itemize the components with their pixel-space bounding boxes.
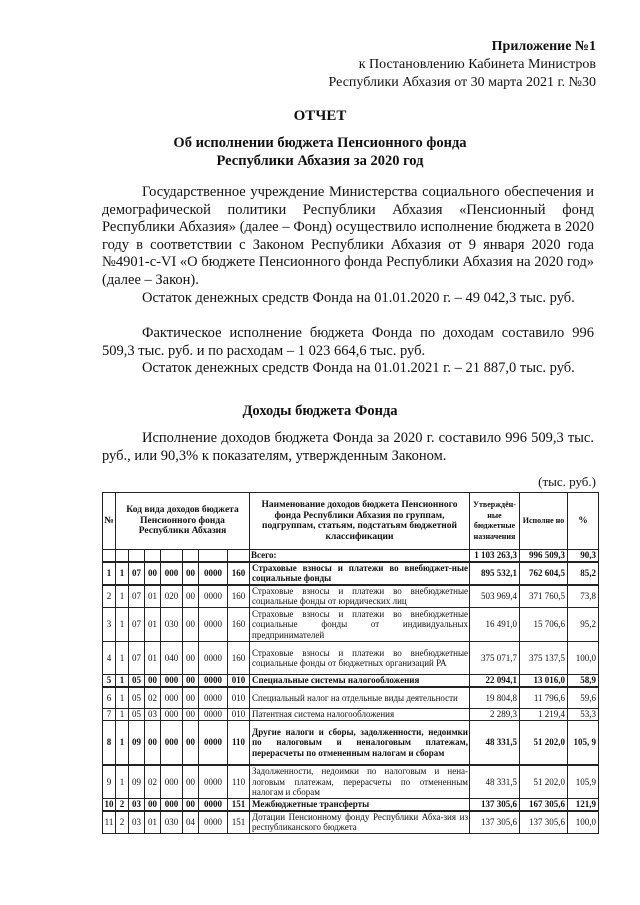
table-row: [103, 642, 599, 675]
row-executed: 762 604,5: [520, 562, 568, 585]
row-name: Специальные системы налогообложения: [250, 675, 470, 687]
code-cell: 04: [183, 811, 199, 834]
row-percent: 53,3: [568, 709, 599, 721]
row-executed: 51 202,0: [520, 721, 568, 765]
row-approved: 22 094,1: [470, 675, 520, 687]
row-executed: 11 796,6: [520, 687, 568, 709]
row-approved: 503 969,4: [470, 585, 520, 608]
table-row: [103, 709, 599, 721]
code-cell: 01: [145, 585, 161, 608]
code-cell: 0000: [199, 765, 228, 799]
code-cell: 0000: [199, 562, 228, 585]
row-number: 9: [103, 765, 116, 799]
code-cell: 010: [228, 675, 250, 687]
code-cell: 01: [145, 642, 161, 675]
code-cell: 00: [145, 721, 161, 765]
appendix-line-2: к Постановлению Кабинета Министров: [358, 57, 596, 72]
code-cell: 00: [145, 675, 161, 687]
row-name: Страховые взносы и платежи во внебюджет-ные социальные фонды: [250, 562, 470, 585]
row-percent: 58,9: [568, 675, 599, 687]
row-approved: 16 491,0: [470, 608, 520, 642]
code-cell: 0000: [199, 675, 228, 687]
row-number: 8: [103, 721, 116, 765]
row-approved: 137 305,6: [470, 811, 520, 834]
row-executed: 1 219,4: [520, 709, 568, 721]
code-cell: 00: [183, 642, 199, 675]
row-name: Специальный налог на отдельные виды деятельности: [250, 687, 470, 709]
row-approved: 19 804,8: [470, 687, 520, 709]
row-name: Патентная система налогообложения: [250, 709, 470, 721]
code-cell: 1: [116, 721, 129, 765]
code-cell: 00: [183, 721, 199, 765]
table-row: [103, 721, 599, 765]
row-approved: 895 532,1: [470, 562, 520, 585]
code-cell: 07: [129, 642, 145, 675]
subtitle-line-1: Об исполнении бюджета Пенсионного фонда: [173, 135, 467, 151]
code-cell: 160: [228, 585, 250, 608]
code-cell: 160: [228, 608, 250, 642]
code-cell: 000: [161, 765, 183, 799]
code-cell: 1: [116, 585, 129, 608]
code-cell: 0000: [199, 608, 228, 642]
code-cell: 160: [228, 642, 250, 675]
table-row: [103, 687, 599, 709]
code-cell: 2: [116, 799, 129, 811]
total-label: Всего:: [250, 550, 470, 562]
code-cell: 0000: [199, 799, 228, 811]
total-percent: 90,3: [568, 550, 599, 562]
units-label: (тыс. руб.): [538, 474, 596, 489]
code-cell: 03: [129, 799, 145, 811]
code-cell: 09: [129, 721, 145, 765]
code-cell: 07: [129, 585, 145, 608]
code-cell: 00: [145, 799, 161, 811]
row-name: Страховые взносы и платежи во внебюджетные социальные фонды от бюджетных организаций РА: [250, 642, 470, 675]
code-cell: 00: [183, 675, 199, 687]
header-code: Код вида доходов бюджета Пенсионного фонда Республики Абхазия: [116, 493, 250, 550]
row-approved: 375 071,7: [470, 642, 520, 675]
header-approved: Утверждён-ные бюджетные назначения: [470, 493, 520, 550]
code-cell: 020: [161, 585, 183, 608]
row-executed: 51 202,0: [520, 765, 568, 799]
row-number: 6: [103, 687, 116, 709]
row-number: 5: [103, 675, 116, 687]
table-total-row: [103, 550, 599, 562]
code-cell: 05: [129, 687, 145, 709]
code-cell: 160: [228, 562, 250, 585]
code-cell: 00: [145, 562, 161, 585]
row-name: Другие налоги и сборы, задолженности, недоимки по налоговым и неналоговым платежам, перерасчеты по отмененным налогам и сборам: [250, 721, 470, 765]
table-row: [103, 799, 599, 811]
row-name: Страховые взносы и платежи во внебюджетные социальные фонды от юридических лиц: [250, 585, 470, 608]
row-percent: 59,6: [568, 687, 599, 709]
code-cell: 05: [129, 709, 145, 721]
code-cell: 0000: [199, 709, 228, 721]
paragraph-balance-start: Остаток денежных средств Фонда на 01.01.2020 г. – 49 042,3 тыс. руб.: [142, 290, 575, 306]
header-name: Наименование доходов бюджета Пенсионного фонда Республики Абхазия по группам, подгруппам, статьям, подстатьям бюджетной классификации: [250, 493, 470, 550]
code-cell: 07: [129, 562, 145, 585]
table-row: [103, 585, 599, 608]
row-number: 11: [103, 811, 116, 834]
code-cell: 000: [161, 709, 183, 721]
header-executed: Исполне но: [520, 493, 568, 550]
code-cell: 01: [145, 608, 161, 642]
row-executed: 371 760,5: [520, 585, 568, 608]
row-percent: 95,2: [568, 608, 599, 642]
code-cell: 03: [145, 709, 161, 721]
row-number: 4: [103, 642, 116, 675]
row-executed: 15 706,6: [520, 608, 568, 642]
appendix-number: Приложение №1: [491, 39, 596, 54]
row-approved: 48 331,5: [470, 765, 520, 799]
code-cell: 07: [129, 608, 145, 642]
row-percent: 100,0: [568, 811, 599, 834]
code-cell: 151: [228, 811, 250, 834]
code-cell: 02: [145, 765, 161, 799]
code-cell: 09: [129, 765, 145, 799]
code-cell: 00: [183, 585, 199, 608]
row-name: Межбюджетные трансферты: [250, 799, 470, 811]
code-cell: 2: [116, 811, 129, 834]
code-cell: 0000: [199, 687, 228, 709]
table-row: [103, 608, 599, 642]
row-number: 3: [103, 608, 116, 642]
code-cell: 00: [183, 687, 199, 709]
paragraph-balance-end: Остаток денежных средств Фонда на 01.01.2021 г. – 21 887,0 тыс. руб.: [142, 360, 575, 376]
document-subtitle: [0, 134, 640, 170]
code-cell: 1: [116, 562, 129, 585]
code-cell: 110: [228, 721, 250, 765]
row-percent: 100,0: [568, 642, 599, 675]
revenue-table: [102, 492, 599, 834]
document-title: ОТЧЕТ: [293, 108, 347, 124]
code-cell: 00: [183, 608, 199, 642]
code-cell: 03: [129, 811, 145, 834]
row-percent: 105, 9: [568, 721, 599, 765]
subtitle-line-2: Республики Абхазия за 2020 год: [216, 153, 424, 169]
code-cell: 000: [161, 687, 183, 709]
row-approved: 2 289,3: [470, 709, 520, 721]
code-cell: 00: [183, 709, 199, 721]
code-cell: 000: [161, 562, 183, 585]
header-percent: %: [568, 493, 599, 550]
code-cell: 00: [183, 562, 199, 585]
code-cell: 1: [116, 687, 129, 709]
table-row: [103, 811, 599, 834]
appendix-line-3: Республики Абхазия от 30 марта 2021 г. №30: [328, 75, 596, 90]
code-cell: 1: [116, 608, 129, 642]
paragraph-execution: Фактическое исполнение бюджета Фонда по доходам составило 996 509,3 тыс. руб. и по расходам – 1 023 664,6 тыс. руб.: [102, 325, 594, 359]
row-approved: 48 331,5: [470, 721, 520, 765]
code-cell: 0000: [199, 585, 228, 608]
row-percent: 73,8: [568, 585, 599, 608]
appendix-header: [329, 38, 596, 92]
row-percent: 121,9: [568, 799, 599, 811]
code-cell: 000: [161, 721, 183, 765]
paragraph-revenue: Исполнение доходов бюджета Фонда за 2020 г. составило 996 509,3 тыс. руб., или 90,3% к показателям, утвержденным Законом.: [102, 430, 594, 464]
code-cell: 02: [145, 687, 161, 709]
code-cell: 000: [161, 675, 183, 687]
row-number: 1: [103, 562, 116, 585]
code-cell: 1: [116, 709, 129, 721]
code-cell: 110: [228, 765, 250, 799]
code-cell: 05: [129, 675, 145, 687]
row-name: Страховые взносы и платежи во внебюджетные социальные фонды от индивидуальных предпринимателей: [250, 608, 470, 642]
row-name: Задолженности, недоимки по налоговым и нена-логовым платежам, перерасчеты по отмененным налогам и сборам: [250, 765, 470, 799]
code-cell: 030: [161, 811, 183, 834]
total-approved: 1 103 263,3: [470, 550, 520, 562]
row-percent: 105,9: [568, 765, 599, 799]
row-executed: 13 016,0: [520, 675, 568, 687]
code-cell: 040: [161, 642, 183, 675]
code-cell: 000: [161, 799, 183, 811]
code-cell: 01: [145, 811, 161, 834]
table-row: [103, 675, 599, 687]
code-cell: 1: [116, 642, 129, 675]
section-title: Доходы бюджета Фонда: [242, 403, 398, 419]
row-number: 2: [103, 585, 116, 608]
code-cell: 1: [116, 765, 129, 799]
code-cell: 0000: [199, 811, 228, 834]
row-number: 10: [104, 799, 114, 809]
code-cell: 1: [116, 675, 129, 687]
header-num: №: [103, 493, 116, 550]
table-row: [103, 562, 599, 585]
code-cell: 0000: [199, 721, 228, 765]
row-executed: 167 305,6: [520, 799, 568, 811]
code-cell: 151: [228, 799, 250, 811]
row-executed: 137 305,6: [520, 811, 568, 834]
code-cell: 00: [183, 799, 199, 811]
code-cell: 00: [183, 765, 199, 799]
code-cell: 0000: [199, 642, 228, 675]
code-cell: 010: [228, 709, 250, 721]
row-name: Дотации Пенсионному фонду Республики Абха-зия из республиканского бюджета: [250, 811, 470, 834]
code-cell: 030: [161, 608, 183, 642]
table-row: [103, 765, 599, 799]
row-executed: 375 137,5: [520, 642, 568, 675]
row-percent: 85,2: [568, 562, 599, 585]
row-approved: 137 305,6: [470, 799, 520, 811]
code-cell: 010: [228, 687, 250, 709]
paragraph-intro: Государственное учреждение Министерства социального обеспечения и демографической политики Республики Абхазия «Пенсионный фонд Республики Абхазия» (далее – Фонд) осуществило исполнение бюджета в 2020 году в соответствии с Законом Республики Абхазия от 9 января 2020 года №4901-с-VI «О бюджете Пенсионного фонда Республики Абхазия на 2020 год» (далее – Закон).: [102, 184, 594, 288]
row-number: 7: [103, 709, 116, 721]
total-executed: 996 509,3: [520, 550, 568, 562]
